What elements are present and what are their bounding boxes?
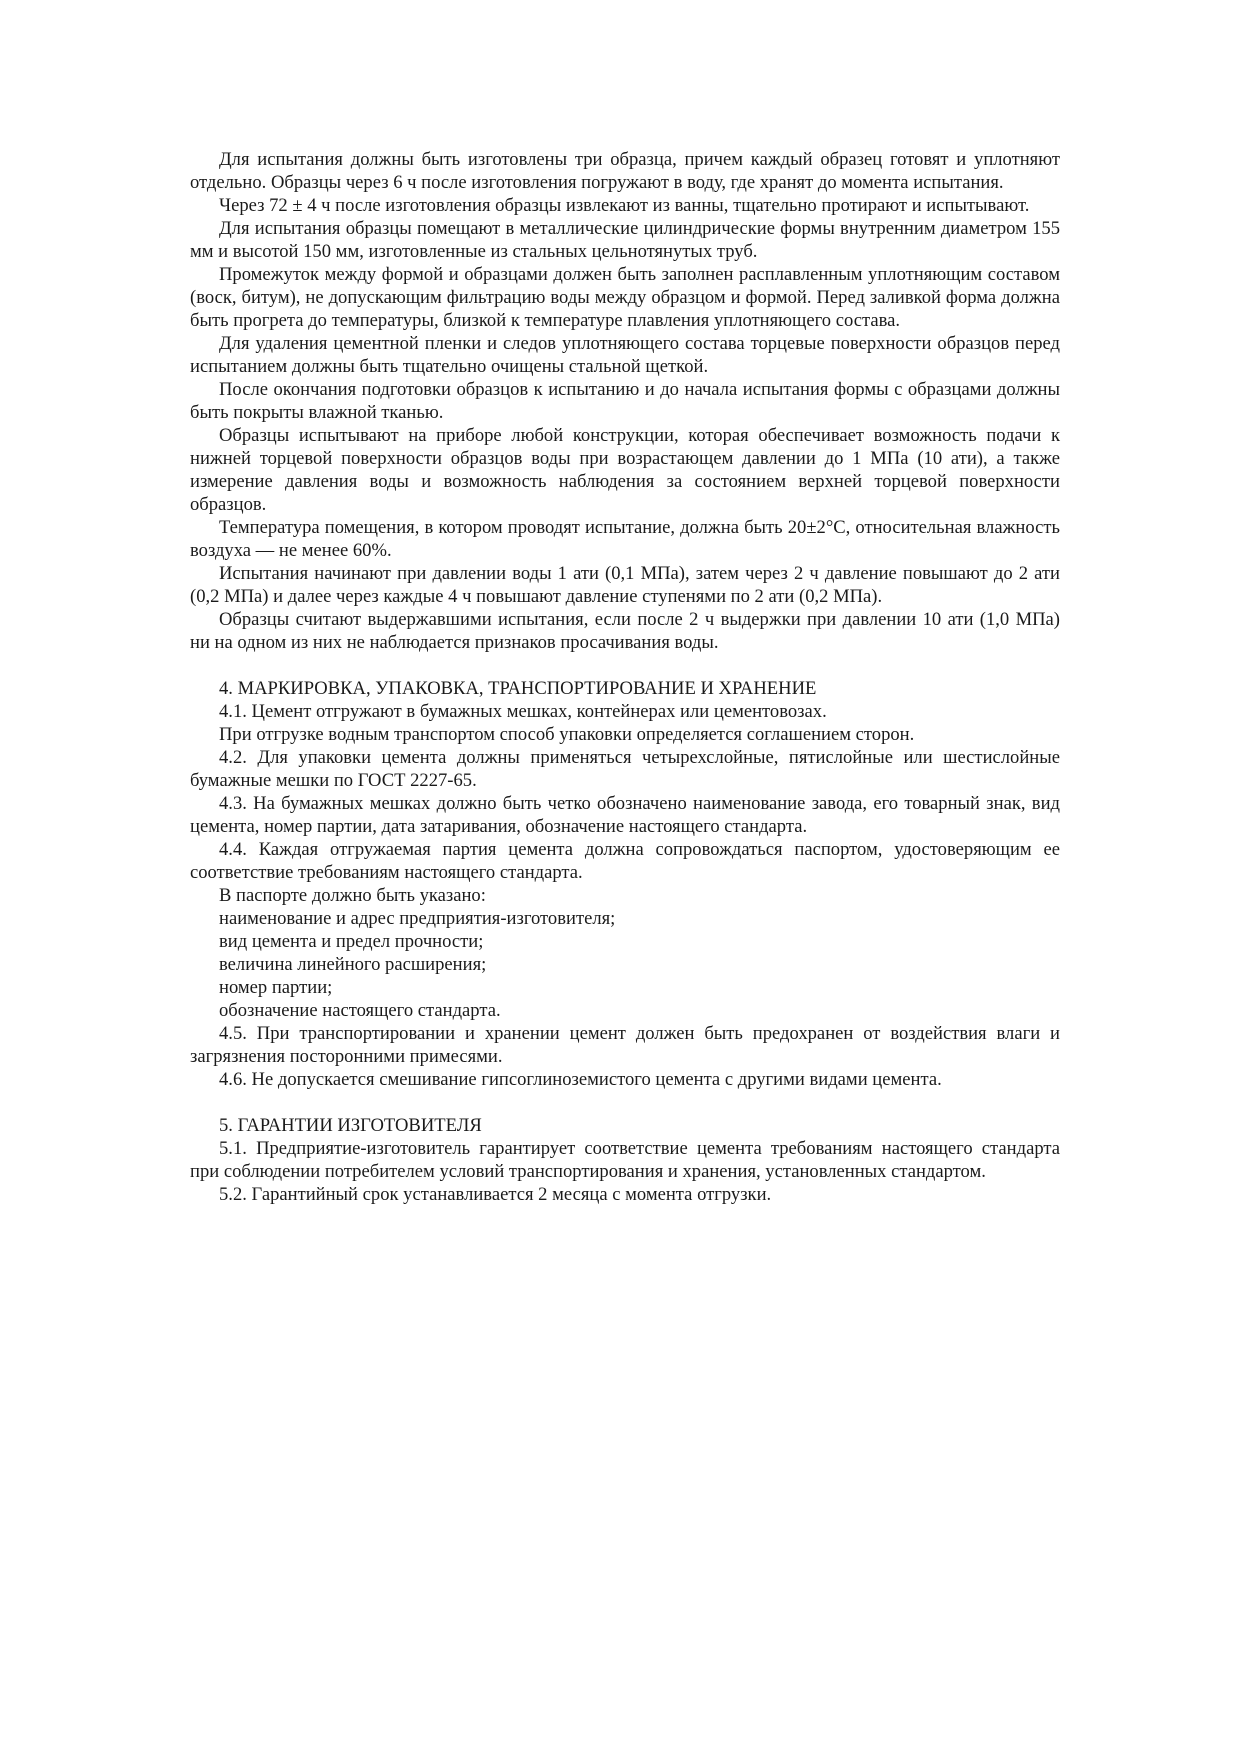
paragraph: Для удаления цементной пленки и следов уплотняющего состава торцевые поверхности образцов перед испытанием должны быть тщательно очищены стальной щеткой. (190, 333, 1060, 377)
paragraph: В паспорте должно быть указано: (219, 885, 486, 906)
list-item: номер партии; (219, 977, 333, 998)
paragraph: При отгрузке водным транспортом способ упаковки определяется соглашением сторон. (219, 724, 915, 745)
spacer (190, 1091, 1060, 1114)
paragraph: После окончания подготовки образцов к испытанию и до начала испытания формы с образцами должны быть покрыты влажной тканью. (190, 379, 1060, 423)
list-item: вид цемента и предел прочности; (219, 931, 484, 952)
list-item: наименование и адрес предприятия-изготовителя; (219, 908, 616, 929)
section-5-warranty (190, 1114, 1060, 1206)
paragraph: 4.5. При транспортировании и хранении цемент должен быть предохранен от воздействия влаги и загрязнения посторонними примесями. (190, 1023, 1060, 1067)
paragraph: Температура помещения, в котором проводят испытание, должна быть 20±2°С, относительная влажность воздуха — не менее 60%. (190, 517, 1060, 561)
paragraph: 4.1. Цемент отгружают в бумажных мешках, контейнерах или цементовозах. (219, 701, 827, 722)
paragraph: Образцы считают выдержавшими испытания, если после 2 ч выдержки при давлении 10 ати (1,0 МПа) ни на одном из них не наблюдается признаков просачивания воды. (190, 609, 1060, 653)
paragraph: 4.2. Для упаковки цемента должны применяться четырехслойные, пятислойные или шестислойные бумажные мешки по ГОСТ 2227-65. (190, 747, 1060, 791)
paragraph: Образцы испытывают на приборе любой конструкции, которая обеспечивает возможность подачи к нижней торцевой поверхности образцов воды при возрастающем давлении до 1 МПа (10 ати), а также измерение давления воды и возможность наблюдения за состоянием верхней торцевой поверхности образцов. (190, 425, 1060, 515)
spacer (190, 654, 1060, 677)
paragraph: 4.6. Не допускается смешивание гипсоглиноземистого цемента с другими видами цемента. (219, 1069, 942, 1090)
paragraph: 5.1. Предприятие-изготовитель гарантирует соответствие цемента требованиям настоящего стандарта при соблюдении потребителем условий транспортирования и хранения, установленных стандартом. (190, 1138, 1060, 1182)
section-heading: 5. ГАРАНТИИ ИЗГОТОВИТЕЛЯ (219, 1115, 482, 1136)
paragraph: 4.4. Каждая отгружаемая партия цемента должна сопровождаться паспортом, удостоверяющим ее соответствие требованиям настоящего стандарта. (190, 839, 1060, 883)
section-3-test-procedure (190, 148, 1060, 654)
section-4-marking-packing (190, 677, 1060, 1091)
list-item: величина линейного расширения; (219, 954, 487, 975)
document-page (190, 148, 1060, 1206)
section-heading: 4. МАРКИРОВКА, УПАКОВКА, ТРАНСПОРТИРОВАНИЕ И ХРАНЕНИЕ (219, 678, 817, 699)
paragraph: Испытания начинают при давлении воды 1 ати (0,1 МПа), затем через 2 ч давление повышают до 2 ати (0,2 МПа) и далее через каждые 4 ч повышают давление ступенями по 2 ати (0,2 МПа). (190, 563, 1060, 607)
paragraph: Через 72 ± 4 ч после изготовления образцы извлекают из ванны, тщательно протирают и испытывают. (219, 195, 1030, 216)
paragraph: Для испытания образцы помещают в металлические цилиндрические формы внутренним диаметром 155 мм и высотой 150 мм, изготовленные из стальных цельнотянутых труб. (190, 218, 1060, 262)
paragraph: Для испытания должны быть изготовлены три образца, причем каждый образец готовят и уплотняют отдельно. Образцы через 6 ч после изготовления погружают в воду, где хранят до момента испытания. (190, 149, 1060, 193)
paragraph: 4.3. На бумажных мешках должно быть четко обозначено наименование завода, его товарный знак, вид цемента, номер партии, дата затаривания, обозначение настоящего стандарта. (190, 793, 1060, 837)
paragraph: Промежуток между формой и образцами должен быть заполнен расплавленным уплотняющим составом (воск, битум), не допускающим фильтрацию воды между образцом и формой. Перед заливкой форма должна быть прогрета до температуры, близкой к температуре плавления уплотняющего состава. (190, 264, 1060, 331)
list-item: обозначение настоящего стандарта. (219, 1000, 501, 1021)
paragraph: 5.2. Гарантийный срок устанавливается 2 месяца с момента отгрузки. (219, 1184, 772, 1205)
